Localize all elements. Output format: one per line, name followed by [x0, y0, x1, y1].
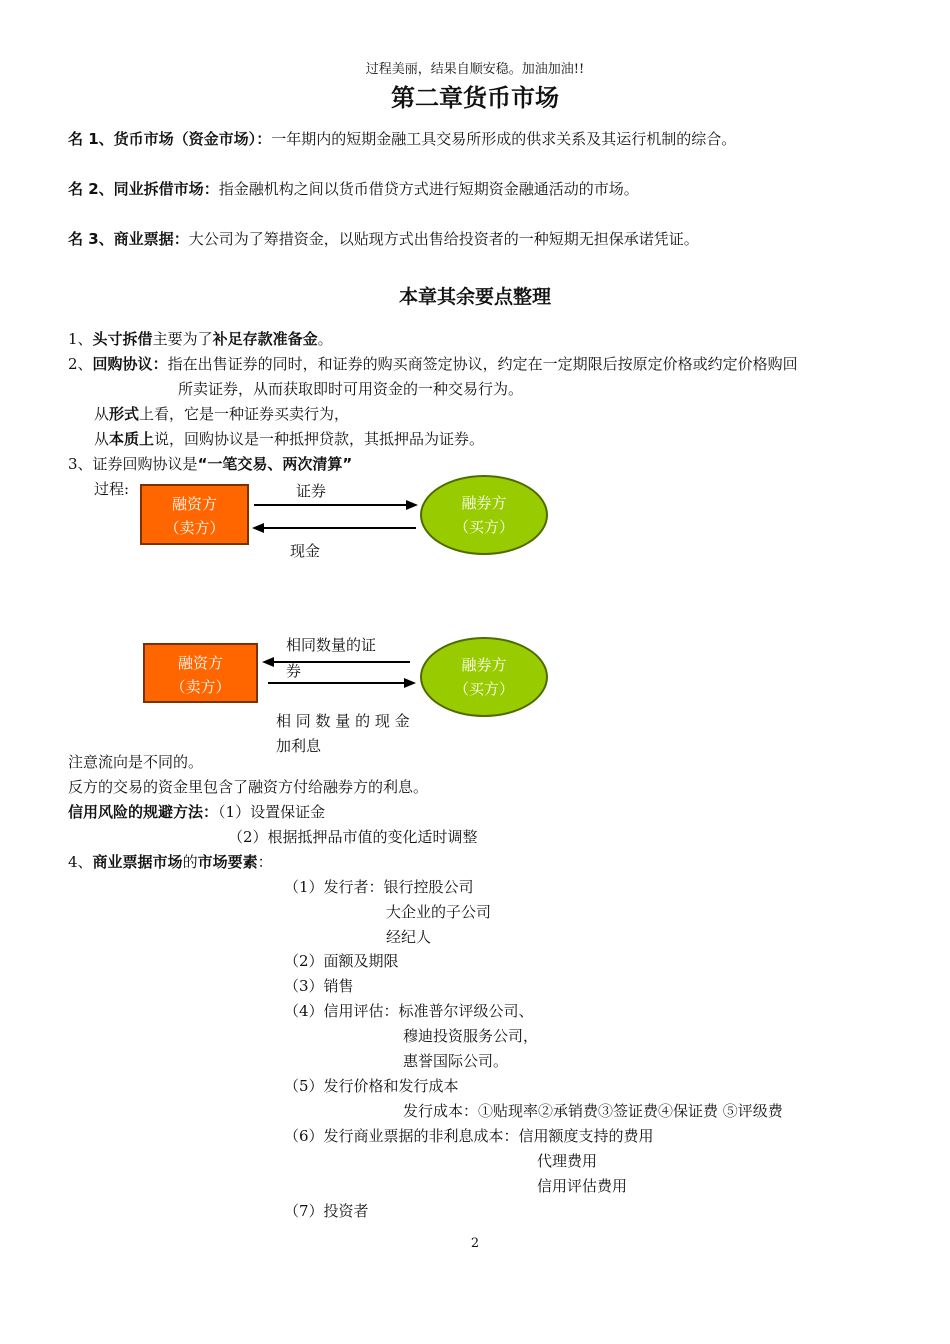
page-number: 2: [470, 1236, 480, 1251]
element-non-interest-cost-b: 代理费用: [537, 1152, 598, 1170]
element-value: 标准普尔评级公司、: [398, 1002, 534, 1020]
chapter-title: 第二章货币市场: [391, 84, 559, 112]
note-interest: 反方的交易的资金里包含了融资方付给融券方的利息。: [68, 778, 429, 796]
definition-prefix: 名 1、: [68, 130, 114, 148]
point-2: [68, 353, 798, 374]
ellipse-label: 融券方: [461, 494, 507, 512]
bold-text: 本质上: [109, 430, 155, 448]
definition-term: 货币市场（资金市场）: [113, 130, 257, 148]
definition-term: 同业拆借市场: [113, 180, 204, 198]
point-punct: ：: [257, 853, 273, 871]
right-arrow-head: [406, 500, 418, 510]
point-1: [68, 328, 333, 349]
ellipse-sublabel: （买方）: [453, 518, 514, 536]
element-issuer-b: 大企业的子公司: [386, 903, 492, 921]
left-arrow-head: [252, 523, 264, 533]
securities-party-ellipse-2: [420, 637, 548, 717]
element-denomination: （2）面额及期限: [284, 952, 399, 970]
bold-text: 形式: [109, 405, 140, 423]
left-arrow-head: [262, 657, 274, 667]
box-sublabel: （卖方）: [170, 678, 231, 696]
definition-text: 大公司为了筹措资金，以贴现方式出售给投资者的一种短期无担保承诺凭证。: [188, 230, 699, 248]
point-number: 1、: [68, 330, 93, 348]
definition-3: [68, 228, 699, 249]
definition-colon: ：: [203, 180, 219, 198]
element-sales: （3）销售: [284, 977, 354, 995]
box-label: 融资方: [171, 495, 217, 513]
same-securities-label-2: 券: [286, 662, 302, 680]
ellipse-sublabel: （买方）: [453, 680, 514, 698]
element-price-cost: （5）发行价格和发行成本: [284, 1077, 459, 1095]
element-rating-c: 惠誉国际公司。: [403, 1052, 509, 1070]
same-securities-label-1: 相同数量的证: [286, 636, 377, 654]
point-bold-text: 市场要素: [197, 853, 258, 871]
text: 从: [94, 405, 110, 423]
point-colon: ：: [152, 355, 168, 373]
point-text: 证券回购协议是: [92, 455, 198, 473]
text: 上看，它是一种证券买卖行为，: [139, 405, 350, 423]
point-term: 头寸拆借: [92, 330, 153, 348]
point-term: 商业票据市场: [92, 853, 183, 871]
cash-label: 现金: [290, 542, 321, 560]
element-rating-b: 穆迪投资服务公司，: [403, 1027, 539, 1045]
repo-form: [94, 403, 349, 424]
point-text: 的: [182, 853, 198, 871]
securities-party-ellipse: [420, 475, 548, 555]
point-bold-text: “一笔交易、两次清算”: [197, 455, 353, 473]
risk-method-2: （2）根据抵押品市值的变化适时调整: [228, 828, 478, 846]
element-rating: [284, 1000, 534, 1021]
text: 说，回购协议是一种抵押贷款，其抵押品为证券。: [154, 430, 485, 448]
text: 从: [94, 430, 110, 448]
process-label: 过程:: [94, 480, 130, 498]
point-punct: 。: [317, 330, 333, 348]
diagram1-arrows: [250, 495, 420, 540]
element-label: （1）发行者：: [284, 878, 384, 896]
point-text: 主要为了: [152, 330, 213, 348]
definition-text: 指金融机构之间以货币借贷方式进行短期资金融通活动的市场。: [218, 180, 639, 198]
definition-colon: ：: [173, 230, 189, 248]
point-bold-text: 补足存款准备金: [212, 330, 318, 348]
definition-prefix: 名 2、: [68, 180, 114, 198]
definition-text: 一年期内的短期金融工具交易所形成的供求关系及其运行机制的综合。: [271, 130, 737, 148]
element-issue-cost: 发行成本：①贴现率②承销费③签证费④保证费 ⑤评级费: [403, 1102, 783, 1120]
element-non-interest-cost-c: 信用评估费用: [537, 1177, 628, 1195]
element-value: 银行控股公司: [383, 878, 474, 896]
box-label: 融资方: [177, 654, 223, 672]
diagram2-arrows: [258, 652, 420, 692]
credit-risk-methods: [68, 801, 325, 822]
box-sublabel: （卖方）: [164, 519, 225, 537]
same-cash-label-1: 相 同 数 量 的 现 金: [276, 712, 410, 730]
financing-party-box-2: [143, 643, 258, 703]
point-number: 2、: [68, 355, 93, 373]
same-cash-label-2: 加利息: [276, 737, 322, 755]
risk-method-1: （1）设置保证金: [218, 803, 326, 821]
right-arrow-head: [404, 678, 416, 688]
securities-label: 证券: [296, 482, 327, 500]
point-number: 3、: [68, 455, 93, 473]
definition-colon: ：: [256, 130, 272, 148]
note-flow-direction: 注意流向是不同的。: [68, 753, 204, 771]
section-title: 本章其余要点整理: [398, 286, 551, 308]
financing-party-box: [140, 484, 249, 545]
element-issuer: [284, 876, 474, 897]
point-4: [68, 851, 273, 872]
element-value: 信用额度支持的费用: [518, 1127, 654, 1145]
risk-colon: ：: [203, 803, 219, 821]
element-non-interest-cost: [284, 1125, 654, 1146]
definition-1: [68, 128, 736, 149]
point-number: 4、: [68, 853, 93, 871]
definition-term: 商业票据: [113, 230, 174, 248]
element-investors: （7）投资者: [284, 1202, 369, 1220]
risk-title: 信用风险的规避方法: [68, 803, 204, 821]
element-issuer-c: 经纪人: [386, 928, 432, 946]
ellipse-label: 融券方: [461, 656, 507, 674]
repo-essence: [94, 428, 484, 449]
point-term: 回购协议: [92, 355, 153, 373]
element-label: （4）信用评估：: [284, 1002, 399, 1020]
element-label: （6）发行商业票据的非利息成本：: [284, 1127, 519, 1145]
page-motto: 过程美丽，结果自顺安稳。加油加油!!: [365, 62, 585, 77]
point-2-continuation: 所卖证券，从而获取即时可用资金的一种交易行为。: [178, 380, 524, 398]
point-text: 指在出售证券的同时，和证券的购买商签定协议，约定在一定期限后按原定价格或约定价格购回: [167, 355, 798, 373]
definition-2: [68, 178, 639, 199]
point-3: [68, 453, 352, 474]
definition-prefix: 名 3、: [68, 230, 114, 248]
